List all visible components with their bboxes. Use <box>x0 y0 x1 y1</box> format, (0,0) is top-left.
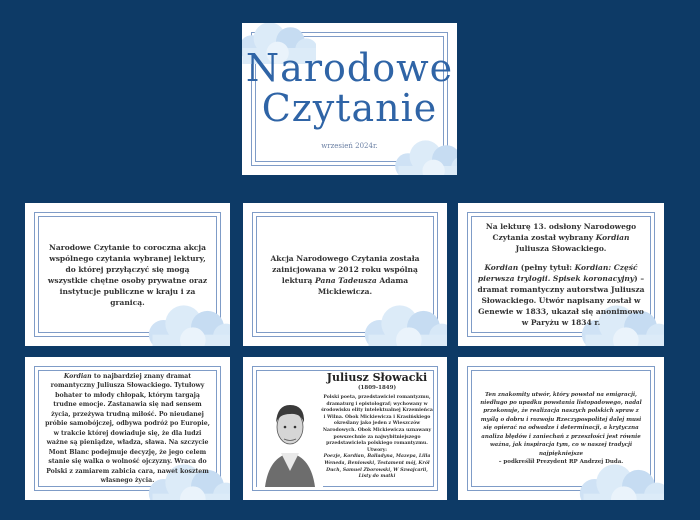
slide-text-block <box>265 203 425 346</box>
p2-em1: Kordian <box>484 263 519 272</box>
slide-president-quote <box>458 357 664 500</box>
p2-em2: Kordian: Część pierwsza trylogii. Spisek koronacyjny <box>477 263 638 283</box>
works-label: Utwory: <box>367 447 387 453</box>
p1-em: Kordian <box>595 233 630 242</box>
text-body: to najbardziej znany dramat romantyczny Juliusza Słowackiego. Tytułowy bohater to młody chłopak, którym targają trudne emocje. Zastanawia się nad sensem życia, przeżywa trudną miłość. Po nieudanej próbie samobójczej, odbywa podróż po Europie, w trakcie której dowiaduje się, że dla ludzi ważne są pieniądze, władza, sława. Na szczycie Mont Blanc podejmuje decyzję, że jego celem stanie się walka o wolność ojczyzny. Wraca do Polski z zamiarem zabicia cara, nawet kosztem własnego życia. <box>45 372 210 484</box>
slide-text <box>265 253 425 297</box>
slide-text-block <box>43 357 212 500</box>
slide-history <box>243 203 447 346</box>
cover-slide <box>242 23 457 175</box>
slide-kordian-plot <box>25 357 230 500</box>
quote-author: – podkreślił Prezydent RP Andrzej Duda. <box>498 458 624 465</box>
slide-paragraph-1 <box>476 221 646 254</box>
slide-author-bio <box>243 357 447 500</box>
author-name: Juliusz Słowacki <box>326 371 428 384</box>
text-em: Kordian <box>63 372 92 380</box>
works-list: Poezje, Kordian, Balladyna, Mazepa, Lilla Weneda, Beniowski, Testament mój, Król Duch, Samuel Zborowski, W Szwajcarii, Listy do matki <box>323 454 431 480</box>
slide-paragraph-2 <box>476 262 646 328</box>
p1-start: Na lekturę 13. odsłony Narodowego Czytania został wybrany <box>485 222 637 242</box>
slide-text <box>43 372 212 486</box>
text-end: Adama Mickiewicza. <box>317 275 409 296</box>
slide-text: Narodowe Czytanie to coroczna akcja wspólnego czytania wybranej lektury, do której przyłączyć się mogą wszystkie chętne osoby prywatne oraz instytucje publiczne w kraju i za granicą. <box>47 242 208 307</box>
p2-mid: (pełny tytuł: <box>518 263 575 272</box>
p1-end: Juliusza Słowackiego. <box>515 244 607 253</box>
author-years: (1809-1849) <box>357 385 397 391</box>
slide-text-block <box>480 357 642 500</box>
cover-title-line2: Czytanie <box>261 86 438 130</box>
text-title-em: Pana Tadeusza <box>315 275 377 285</box>
bio-text-block <box>321 357 433 500</box>
slide-text-block <box>45 203 210 346</box>
cover-content <box>245 23 454 175</box>
slide-text-block <box>476 203 646 346</box>
p2-end: ) – dramat romantyczny autorstwa Juliusza Słowackiego. Utwór napisany został w Genewie w 1833, ukazał się anonimowo w Paryżu w 1834 r. <box>477 274 645 327</box>
author-bio: Polski poeta, przedstawiciel romantyzmu, dramaturg i epistolograf; wychowany w środowisku elity intelektualnej Krzemieńca i Wilna. Obok Mickiewicza i Krasińskiego określany jako jeden z Wieszczów Narodowych. Obok Mickiewicza uznawany powszechnie za najwybitniejszego przedstawiciela polskiego romantyzmu. <box>321 395 433 447</box>
cover-date: wrzesień 2024r. <box>321 142 378 150</box>
slide-kordian-selected <box>458 203 664 346</box>
quote-text: Ten znakomity utwór, który powstał na emigracji, niedługo po upadku powstania listopadowego, nadal przekonuje, że realizacja naszych polskich spraw z myślą o dobru i rozwoju Rzeczypospolitej dalej musi się opierać na odwadze i determinacji, a krytyczna analiza błędów i zaniechań z przeszłości jest równie ważna, jak inspiracja tym, co w naszej tradycji najpiękniejsze <box>480 391 642 457</box>
portrait-image <box>257 387 323 487</box>
slide-about-action <box>25 203 230 346</box>
cover-title-line1: Narodowe <box>245 46 454 90</box>
text-start: Akcja Narodowego Czytania została zainicjowana w 2012 roku wspólną lekturą <box>270 253 420 285</box>
